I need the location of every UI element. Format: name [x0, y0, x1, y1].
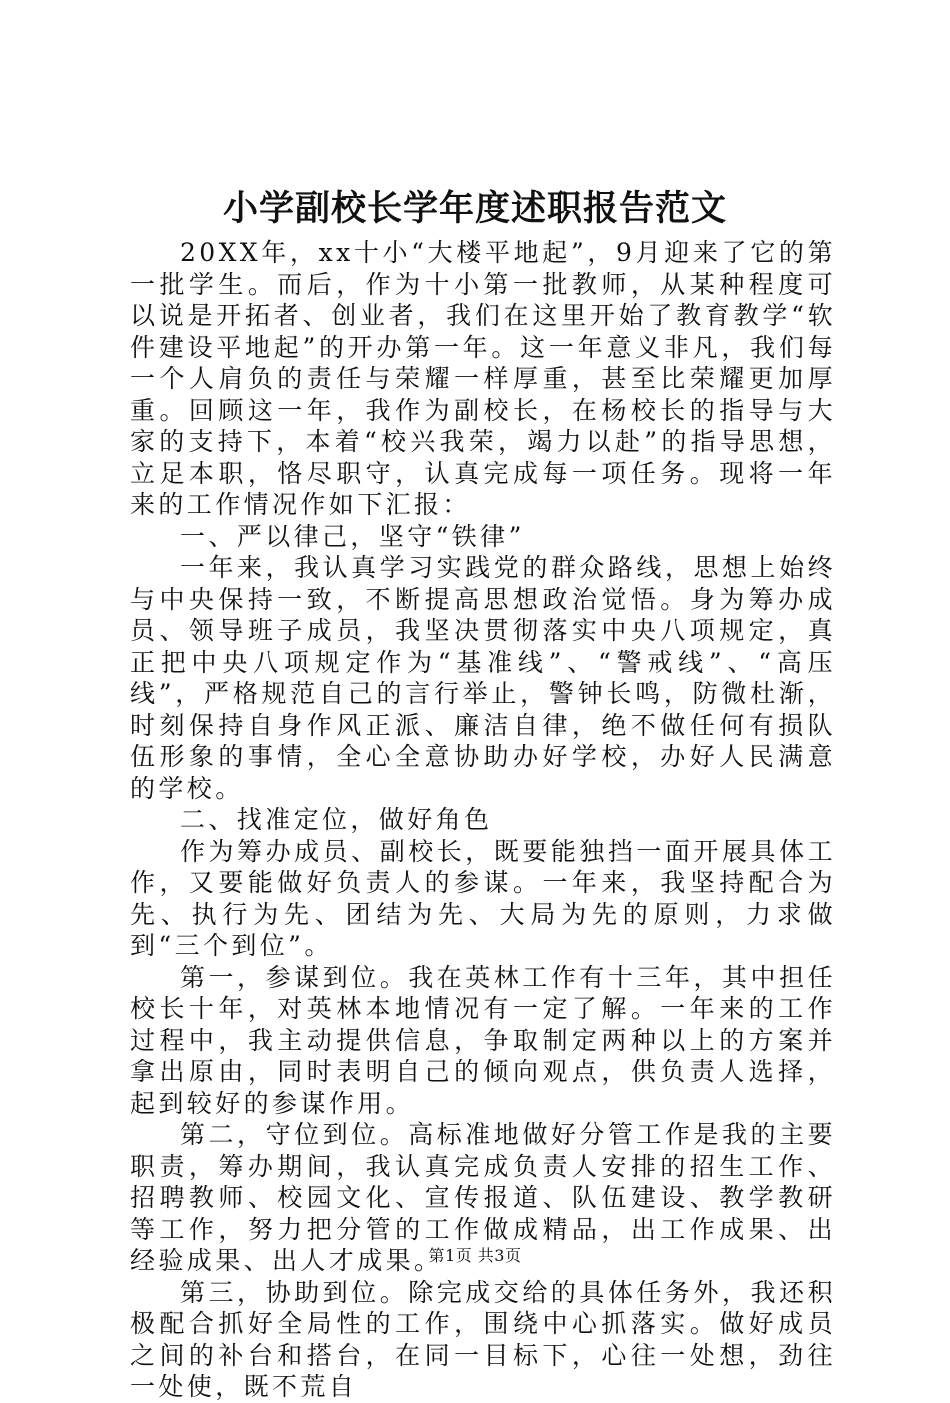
section-heading-2: 二、找准定位，做好角色: [180, 805, 493, 834]
paragraph-section-2: 作为筹办成员、副校长，既要能独挡一面开展具体工作，又要能做好负责人的参谋。一年来，我坚持配合为先、执行为先、团结为先、大局为先的原则，力求做到“三个到位”。: [130, 836, 836, 960]
document-body: [130, 237, 836, 1403]
page-footer: 第1页 共3页: [428, 1246, 522, 1265]
paragraph-point-3: 第三，协助到位。除完成交给的具体任务外，我还积极配合抓好全局性的工作，围绕中心抓落实。做好成员之间的补台和搭台，在同一目标下，心往一处想，劲往一处使，既不荒自: [130, 1277, 836, 1401]
paragraph-section-1: 一年来，我认真学习实践党的群众路线，思想上始终与中央保持一致，不断提高思想政治觉悟。身为筹办成员、领导班子成员，我坚决贯彻落实中央八项规定，真正把中央八项规定作为“基准线”、“警戒线”、“高压线”，严格规范自己的言行举止，警钟长鸣，防微杜渐，时刻保持自身作风正派、廉洁自律，绝不做任何有损队伍形象的事情，全心全意协助办好学校，办好人民满意的学校。: [130, 553, 836, 803]
paragraph-intro: 20XX年，xx十小“大楼平地起”，9月迎来了它的第一批学生。而后，作为十小第一批教师，从某种程度可以说是开拓者、创业者，我们在这里开始了教育教学“软件建设平地起”的开办第一年。这一年意义非凡，我们每一个人肩负的责任与荣耀一样厚重，甚至比荣耀更加厚重。回顾这一年，我作为副校长，在杨校长的指导与大家的支持下，本着“校兴我荣，竭力以赴”的指导思想，立足本职，恪尽职守，认真完成每一项任务。现将一年来的工作情况作如下汇报：: [130, 238, 836, 519]
document-title: 小学副校长学年度述职报告范文: [222, 188, 727, 229]
paragraph-point-2: 第二，守位到位。高标准地做好分管工作是我的主要职责，筹办期间，我认真完成负责人安排的招生工作、招聘教师、校园文化、宣传报道、队伍建设、教学教研等工作，努力把分管的工作做成精品，出工作成果、出经验成果、出人才成果。: [130, 1120, 836, 1275]
section-heading-1: 一、严以律己，坚守“铁律”: [180, 521, 525, 551]
paragraph-point-1: 第一，参谋到位。我在英林工作有十三年，其中担任校长十年，对英林本地情况有一定了解。一年来的工作过程中，我主动提供信息，争取制定两种以上的方案并拿出原由，同时表明自己的倾向观点，供负责人选择，起到较好的参谋作用。: [130, 962, 836, 1118]
